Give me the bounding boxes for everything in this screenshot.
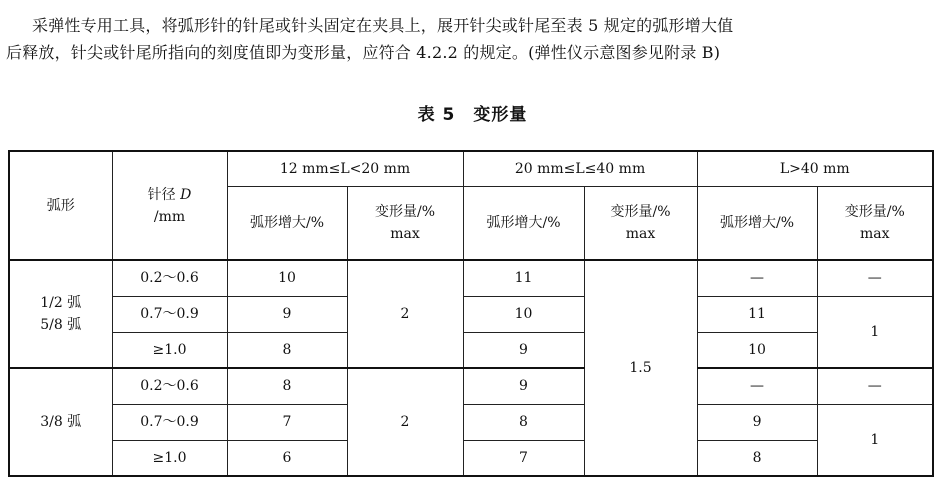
table-row	[9, 404, 933, 440]
deformation-table	[8, 150, 934, 477]
header-range-20-40: 20 mm≤L≤40 mm	[463, 151, 697, 186]
value-cell: 7	[463, 440, 584, 476]
table-row	[9, 368, 933, 404]
value-cell: 8	[227, 332, 347, 368]
diameter-cell: 0.2～0.6	[112, 260, 227, 296]
value-cell: —	[697, 260, 817, 296]
table-row	[9, 440, 933, 476]
value-cell: 10	[227, 260, 347, 296]
value-cell: 11	[463, 260, 584, 296]
value-cell: —	[697, 368, 817, 404]
header-deformation-max: 变形量/% max	[584, 186, 697, 260]
value-cell: 8	[697, 440, 817, 476]
header-deformation-max: 变形量/% max	[817, 186, 933, 260]
value-cell: 9	[463, 368, 584, 404]
diameter-cell: 0.7～0.9	[112, 404, 227, 440]
value-cell: 8	[227, 368, 347, 404]
value-cell: 6	[227, 440, 347, 476]
header-range-12-20: 12 mm≤L<20 mm	[227, 151, 463, 186]
header-arc-increase: 弧形增大/%	[227, 186, 347, 260]
diameter-cell: 0.7～0.9	[112, 296, 227, 332]
paragraph-line-1: 采弹性专用工具，将弧形针的针尾或针头固定在夹具上，展开针尖或针尾至表 5 规定的弧形增大值	[32, 16, 734, 35]
header-arc-shape: 弧形	[9, 151, 112, 260]
table-row	[9, 332, 933, 368]
header-row-1	[9, 151, 933, 186]
arc-group-half-fiveeighths: 1/2 弧 5/8 弧	[9, 260, 112, 368]
diameter-cell: ≥1.0	[112, 440, 227, 476]
deformation-merged-cell: 2	[347, 368, 463, 476]
value-cell: 9	[227, 296, 347, 332]
table-row	[9, 260, 933, 296]
value-cell: 11	[697, 296, 817, 332]
value-cell: 10	[463, 296, 584, 332]
header-arc-increase: 弧形增大/%	[697, 186, 817, 260]
table-row	[9, 296, 933, 332]
header-deformation-max: 变形量/% max	[347, 186, 463, 260]
value-cell: 9	[697, 404, 817, 440]
header-range-over-40: L>40 mm	[697, 151, 933, 186]
arc-group-threeeighths: 3/8 弧	[9, 368, 112, 476]
value-cell: 9	[463, 332, 584, 368]
value-cell: 8	[463, 404, 584, 440]
deformation-cell: —	[817, 368, 933, 404]
deformation-cell: —	[817, 260, 933, 296]
instruction-paragraph	[6, 12, 936, 66]
deformation-merged-cell: 1	[817, 404, 933, 476]
header-arc-increase: 弧形增大/%	[463, 186, 584, 260]
deformation-merged-cell: 2	[347, 260, 463, 368]
value-cell: 10	[697, 332, 817, 368]
header-needle-diameter: 针径 D /mm	[112, 151, 227, 260]
diameter-cell: ≥1.0	[112, 332, 227, 368]
table-title: 表 5 变形量	[417, 105, 528, 125]
deformation-merged-cell: 1	[817, 296, 933, 368]
diameter-cell: 0.2～0.6	[112, 368, 227, 404]
value-cell: 7	[227, 404, 347, 440]
paragraph-line-2: 后释放，针尖或针尾所指向的刻度值即为变形量，应符合 4.2.2 的规定。(弹性仪示意图参见附录 B)	[6, 43, 721, 62]
deformation-merged-cell: 1.5	[584, 260, 697, 476]
